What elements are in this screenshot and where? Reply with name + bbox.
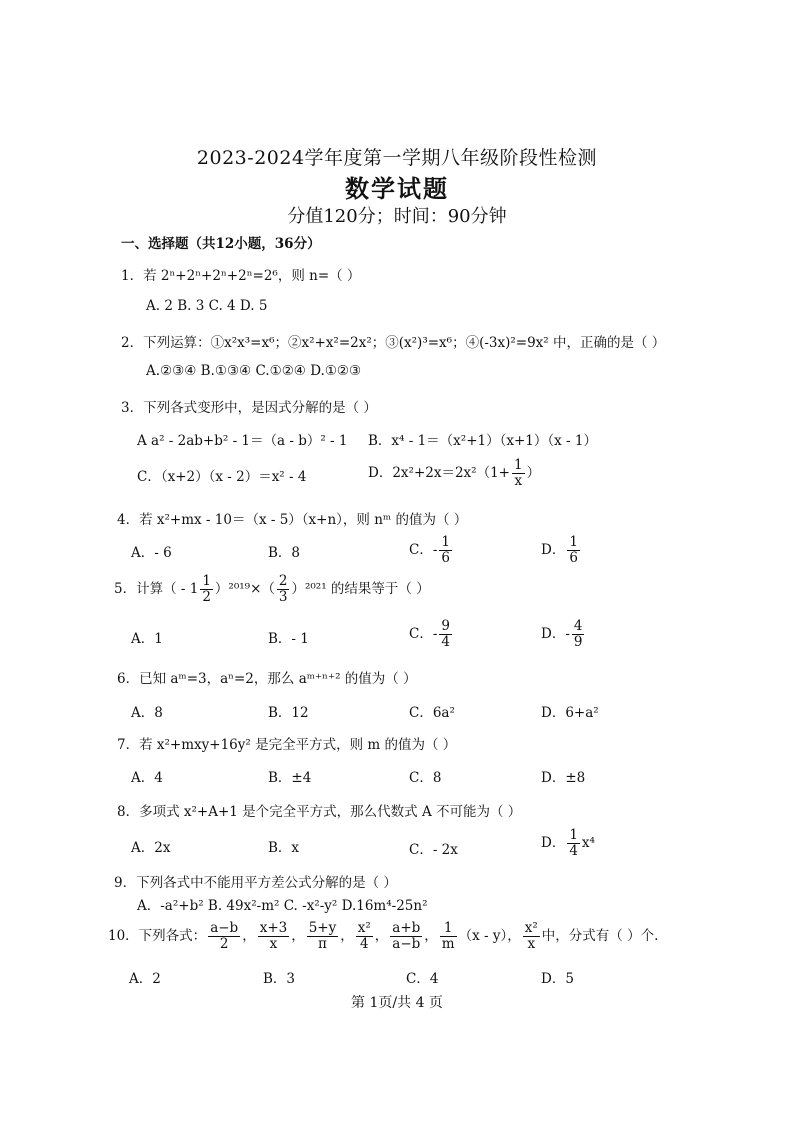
fraction xyxy=(440,921,457,952)
question-4-option-c-text: C．- xyxy=(409,542,438,558)
question-10-option-a: A．2 xyxy=(129,971,161,987)
fraction-denominator: 4 xyxy=(569,843,578,859)
page-footer: 第 1页/共 4 页 xyxy=(351,995,443,1011)
exam-title: 2023-2024学年度第一学期八年级阶段性检测 xyxy=(196,147,598,169)
exam-info: 分值120分；时间：90分钟 xyxy=(287,206,507,227)
fraction xyxy=(439,619,452,650)
question-4-option-a: A．- 6 xyxy=(131,545,172,561)
fraction-denominator: 6 xyxy=(569,550,578,566)
subject-title: 数学试题 xyxy=(345,174,449,203)
fraction xyxy=(277,574,290,605)
fraction-denominator: 3 xyxy=(278,589,288,605)
fraction-numerator: 1 xyxy=(202,573,211,589)
fraction-denominator: 4 xyxy=(441,634,450,650)
question-9-stem: 9．下列各式中不能用平方差公式分解的是（ ） xyxy=(114,875,397,891)
fraction-denominator: m xyxy=(441,936,455,952)
fraction-numerator: x² xyxy=(524,920,538,936)
question-6-option-d: D．6+a² xyxy=(541,705,599,721)
question-8-stem: 8．多项式 x²+A+1 是个完全平方式，那么代数式 A 不可能为（ ） xyxy=(117,804,522,820)
fraction-numerator: x² xyxy=(357,920,371,936)
question-3-option-a: A a² - 2ab+b² - 1＝（a - b）² - 1 xyxy=(137,433,348,449)
fraction-denominator: 4 xyxy=(359,936,369,952)
fraction-denominator: x xyxy=(514,473,523,489)
question-3-option-d-text: D．2x²+2x＝2x²（1+ xyxy=(368,465,510,481)
fraction xyxy=(200,574,213,605)
question-6-option-c: C．6a² xyxy=(409,705,455,721)
fraction xyxy=(523,921,540,952)
fraction-numerator: a+b xyxy=(392,920,421,936)
question-3-option-c: C．（x+2）（x - 2）＝x² - 4 xyxy=(137,469,307,485)
question-6-option-b: B．12 xyxy=(268,705,309,721)
question-3-option-d xyxy=(368,458,540,489)
question-8-option-d-tail: x⁴ xyxy=(581,835,595,851)
question-8-option-d-text: D． xyxy=(541,835,566,851)
fraction-numerator: 1 xyxy=(569,827,578,843)
section-heading: 一、选择题（共12小题，36分） xyxy=(121,236,321,252)
question-8-option-a: A．2x xyxy=(131,840,171,856)
question-4-option-b: B．8 xyxy=(268,545,301,561)
question-8-option-c: C．- 2x xyxy=(409,842,458,858)
question-5-option-d xyxy=(541,619,586,650)
fraction-denominator: 2 xyxy=(202,589,211,605)
question-6-stem: 6．已知 aᵐ=3，aⁿ=2，那么 aᵐ⁺ⁿ⁺² 的值为（ ） xyxy=(117,671,417,687)
question-5-option-a: A．1 xyxy=(131,631,163,647)
question-4-stem: 4．若 x²+mx - 10＝（x - 5）（x+n），则 nᵐ 的值为（ ） xyxy=(117,512,468,528)
question-7-option-c: C．8 xyxy=(409,770,442,786)
fraction-numerator: 4 xyxy=(573,618,583,634)
question-1-options: A. 2 B. 3 C. 4 D. 5 xyxy=(146,298,268,314)
question-5-stem-part: 5．计算（ - 1 xyxy=(114,581,199,597)
fraction-denominator: 6 xyxy=(441,550,450,566)
fraction-denominator: π xyxy=(318,936,327,952)
question-5-option-b: B．- 1 xyxy=(268,631,309,647)
question-7-option-a: A．4 xyxy=(131,770,163,786)
fraction xyxy=(572,619,585,650)
fraction-numerator: x+3 xyxy=(259,920,288,936)
question-10-option-c: C．4 xyxy=(406,971,439,987)
question-10-stem-part: 10．下列各式： xyxy=(108,928,207,944)
fraction xyxy=(208,921,240,952)
fraction xyxy=(390,921,422,952)
question-2-stem: 2．下列运算：①x²x³=x⁶；②x²+x²=2x²；③(x²)³=x⁶；④(-3x)²=9x² 中，正确的是（ ） xyxy=(121,335,666,351)
fraction-numerator: 5+y xyxy=(308,920,337,936)
fraction xyxy=(567,828,580,859)
question-5-option-c-text: C．- xyxy=(409,626,438,642)
fraction xyxy=(356,921,373,952)
question-7-option-d: D．±8 xyxy=(541,770,586,786)
question-2-options: A.②③④ B.①③④ C.①②④ D.①②③ xyxy=(146,363,362,379)
question-4-option-d-text: D． xyxy=(541,542,566,558)
question-7-stem: 7．若 x²+mxy+16y² 是完全平方式，则 m 的值为（ ） xyxy=(117,737,457,753)
fraction-denominator: x xyxy=(527,936,536,952)
fraction-numerator: 1 xyxy=(440,921,457,937)
question-5-option-d-text: D．- xyxy=(541,626,570,642)
question-4-option-d xyxy=(541,535,582,566)
question-10-option-d: D．5 xyxy=(541,971,574,987)
fraction xyxy=(567,535,580,566)
fraction-numerator: 1 xyxy=(513,457,523,473)
question-7-option-b: B．±4 xyxy=(268,770,312,786)
question-3-option-b: B．x⁴ - 1＝（x²+1）（x+1）（x - 1） xyxy=(368,433,597,449)
question-5-stem-part: ）²⁰¹⁹×（ xyxy=(214,581,275,597)
fraction-denominator: 2 xyxy=(219,936,229,952)
question-3-stem: 3．下列各式变形中，是因式分解的是（ ） xyxy=(121,400,377,416)
fraction-numerator: 9 xyxy=(441,618,450,634)
question-8-option-b: B．x xyxy=(268,840,300,856)
fraction-denominator: x xyxy=(269,936,278,952)
fraction-numerator: a−b xyxy=(210,920,239,936)
question-5-stem xyxy=(114,574,430,605)
question-6-option-a: A．8 xyxy=(131,705,163,721)
fraction-numerator: 1 xyxy=(441,534,450,550)
fraction-numerator: 1 xyxy=(569,534,578,550)
question-10-stem: 10．下列各式： $\frac{a-b}{2}$ ， $\frac{x+3}{x}$ ， $\frac{5+y}{\pi}$ ， $\frac{\text{x²}}{4}$ ， $\frac{a+b}{a-b}$ ， $\frac{1}{m}$ （x - y）， $\frac{\text{x²}}{x}$ 中，分式有（ ）个. xyxy=(108,920,659,952)
question-8-option-d xyxy=(541,828,595,859)
fraction xyxy=(439,535,452,566)
fraction-denominator: a−b xyxy=(392,936,421,952)
fraction xyxy=(512,458,525,489)
question-10-stem-part: 中，分式有（ ）个. xyxy=(541,928,659,944)
fraction xyxy=(258,921,290,952)
question-5-option-c xyxy=(409,619,454,650)
question-3-option-d-tail: ） xyxy=(526,465,541,481)
question-10-option-b: B．3 xyxy=(263,971,296,987)
question-1-stem: 1．若 2ⁿ+2ⁿ+2ⁿ+2ⁿ=2⁶，则 n=（ ） xyxy=(121,268,361,284)
question-10-stem-part: （x - y）， xyxy=(458,928,521,944)
question-9-options: A．-a²+b² B. 49x²-m² C. -x²-y² D.16m⁴-25n² xyxy=(137,898,428,914)
question-5-stem-part: ）²⁰²¹ 的结果等于（ ） xyxy=(291,581,430,597)
fraction xyxy=(307,921,339,952)
fraction-numerator: 2 xyxy=(278,573,288,589)
fraction-denominator: 9 xyxy=(573,634,583,650)
question-4-option-c xyxy=(409,535,454,566)
